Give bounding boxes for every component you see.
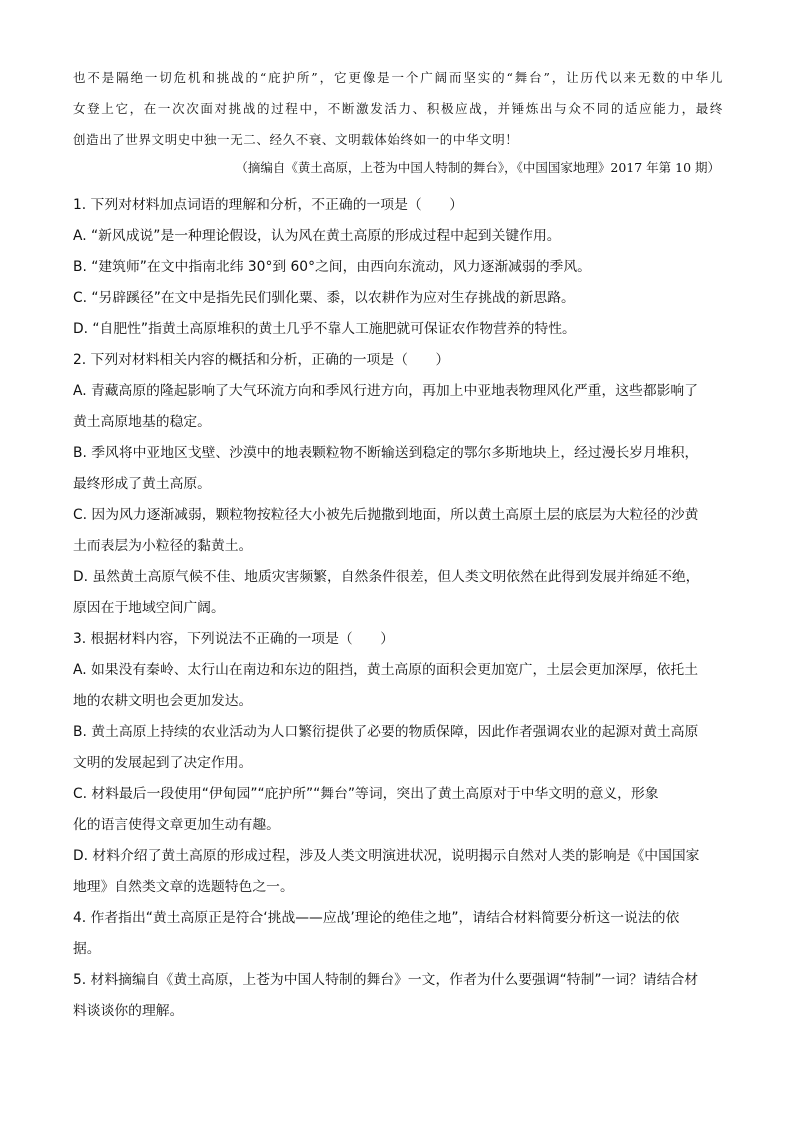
option-d: D. 材料介绍了黄土高原的形成过程，涉及人类文明演进状况，说明揭示自然对人类的影响是《中国国家 [73,848,700,864]
question-stem: 5. 材料摘编自《黄土高原，上苍为中国人特制的舞台》一文，作者为什么要强调“特制”一词？请结合材 [73,972,699,988]
passage-excerpt [73,62,723,155]
question-stem: 4. 作者指出“黄土高原正是符合‘挑战——应战’理论的绝佳之地”，请结合材料简要分析这一说法的依 [73,910,680,926]
question-stem: 1. 下列对材料加点词语的理解和分析，不正确的一项是（ ） [73,197,464,213]
option-a-continued: 黄土高原地基的稳定。 [73,414,211,430]
option-c-continued: 土而表层为小粒径的黏黄土。 [73,538,253,554]
question-4 [73,903,723,965]
passage-source-citation: （摘编自《黄土高原，上苍为中国人特制的舞台》，《中国国家地理》2017 年第 10 期） [235,160,720,175]
option-b: B. 季风将中亚地区戈壁、沙漠中的地表颗粒物不断输送到稳定的鄂尔多斯地块上，经过漫长岁月堆积， [73,445,699,461]
option-b-continued: 文明的发展起到了决定作用。 [73,755,253,771]
option-d: D. 虽然黄土高原气候不佳、地质灾害频繁，自然条件很差，但人类文明依然在此得到发展并绵延不绝， [73,569,700,585]
option-a: A. 如果没有秦岭、太行山在南边和东边的阻挡，黄土高原的面积会更加宽广，土层会更加深厚，依托土 [73,662,699,678]
option-c: C. “另辟蹊径”在文中是指先民们驯化粟、黍，以农耕作为应对生存挑战的新思路。 [73,290,575,306]
option-b: B. “建筑师”在文中指南北纬 30°到 60°之间，由西向东流动，风力逐渐减弱的季风。 [73,259,591,275]
option-c-continued: 化的语言使得文章更加生动有趣。 [73,817,280,833]
passage-line: 创造出了世界文明史中独一无二、经久不衰、文明载体始终如一的中华文明！ [73,132,519,147]
question-list [73,190,723,1027]
option-a-continued: 地的农耕文明也会更加发达。 [73,693,253,709]
question-3 [73,624,723,903]
option-b-continued: 最终形成了黄土高原。 [73,476,211,492]
passage-line: 女登上它，在一次次面对挑战的过程中，不断激发活力、积极应战，并锤炼出与众不同的适应能力，最终 [73,101,723,116]
passage-line: 也不是隔绝一切危机和挑战的“庇护所”，它更像是一个广阔而坚实的“舞台”，让历代以来无数的中华儿 [73,70,723,85]
option-d-continued: 地理》自然类文章的选题特色之一。 [73,879,294,895]
question-stem: 3. 根据材料内容，下列说法不正确的一项是（ ） [73,631,395,647]
question-1 [73,190,723,345]
question-stem-continued: 料谈谈你的理解。 [73,1003,184,1019]
option-a: A. “新风成说”是一种理论假设，认为风在黄土高原的形成过程中起到关键作用。 [73,228,561,244]
option-a: A. 青藏高原的隆起影响了大气环流方向和季风行进方向，再加上中亚地表物理风化严重，这些都影响了 [73,383,699,399]
option-d: D. “自肥性”指黄土高原堆积的黄土几乎不靠人工施肥就可保证农作物营养的特性。 [73,321,576,337]
option-d-continued: 原因在于地域空间广阔。 [73,600,225,616]
option-b: B. 黄土高原上持续的农业活动为人口繁衍提供了必要的物质保障，因此作者强调农业的起源对黄土高原 [73,724,699,740]
option-c: C. 因为风力逐渐减弱，颗粒物按粒径大小被先后抛撒到地面，所以黄土高原土层的底层为大粒径的沙黄 [73,507,699,523]
option-c: C. 材料最后一段使用“伊甸园”“庇护所”“舞台”等词，突出了黄土高原对于中华文明的意义，形象 [73,786,659,802]
question-5 [73,965,723,1027]
question-2 [73,345,723,624]
question-stem-continued: 据。 [73,941,101,957]
question-stem: 2. 下列对材料相关内容的概括和分析，正确的一项是（ ） [73,352,450,368]
